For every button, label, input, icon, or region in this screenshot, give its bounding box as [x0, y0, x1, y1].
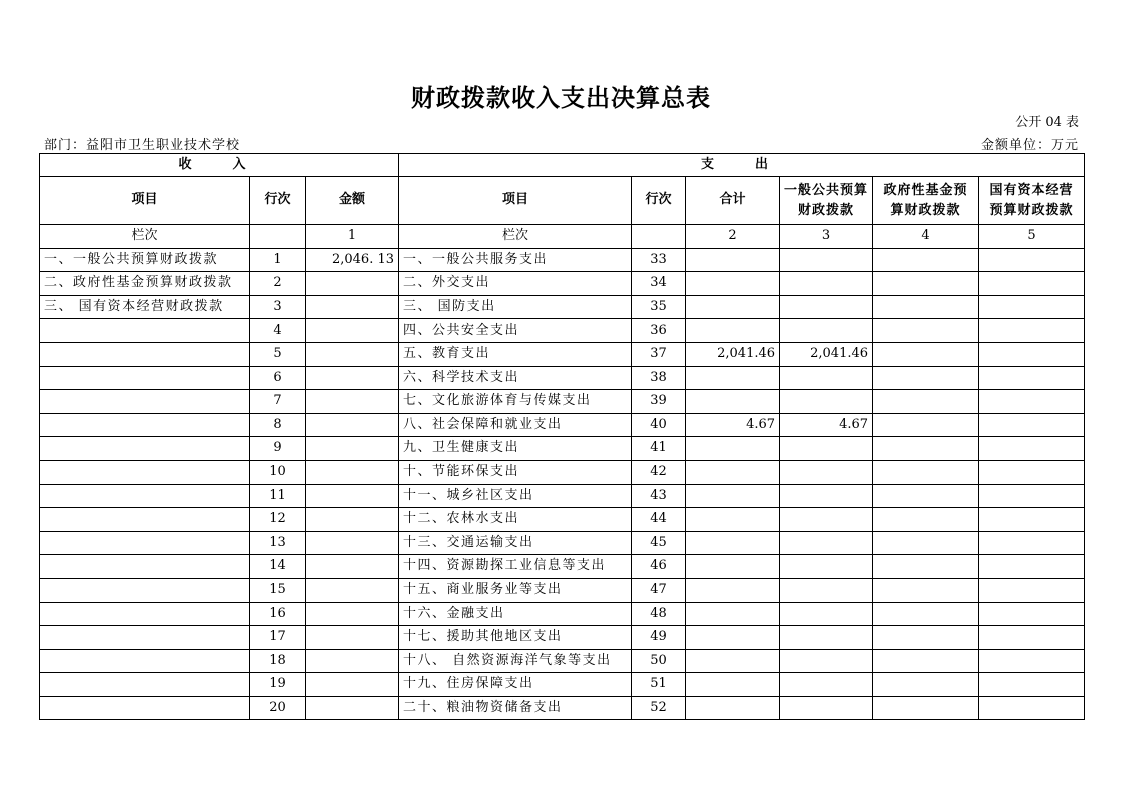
income-row-no-cell: 18	[250, 649, 306, 673]
index-income-label: 栏次	[40, 225, 250, 249]
expense-item-cell: 十一、城乡社区支出	[399, 484, 632, 508]
income-row-no-cell: 17	[250, 626, 306, 650]
general-budget-cell	[780, 673, 873, 697]
total-cell	[686, 272, 780, 296]
table-row	[40, 696, 1085, 720]
table-row	[40, 248, 1085, 272]
amount-unit-label: 金额单位：万元	[980, 138, 1079, 153]
index-general-no: 3	[780, 225, 873, 249]
total-cell	[686, 626, 780, 650]
col-expense-row-no: 行次	[632, 177, 686, 225]
income-amount-cell	[306, 272, 399, 296]
general-budget-cell	[780, 460, 873, 484]
income-amount-cell	[306, 555, 399, 579]
section-header-row	[40, 154, 1085, 177]
table-row	[40, 437, 1085, 461]
income-row-no-cell: 10	[250, 460, 306, 484]
col-general-budget	[780, 177, 873, 225]
income-amount-cell	[306, 295, 399, 319]
index-state-capital-no: 5	[979, 225, 1085, 249]
expense-item-cell: 三、 国防支出	[399, 295, 632, 319]
col-income-item: 项目	[40, 177, 250, 225]
state-capital-cell	[979, 366, 1085, 390]
income-item-cell	[40, 673, 250, 697]
income-item-cell	[40, 531, 250, 555]
index-total-no: 2	[686, 225, 780, 249]
income-amount-cell	[306, 390, 399, 414]
total-cell	[686, 673, 780, 697]
expense-item-cell: 二、外交支出	[399, 272, 632, 296]
form-number: 公开 04 表	[1015, 115, 1079, 130]
total-cell	[686, 460, 780, 484]
expense-row-no-cell: 38	[632, 366, 686, 390]
general-budget-cell	[780, 272, 873, 296]
expense-item-cell: 十九、住房保障支出	[399, 673, 632, 697]
income-item-cell	[40, 460, 250, 484]
col-income-row-no: 行次	[250, 177, 306, 225]
total-cell	[686, 508, 780, 532]
total-cell	[686, 578, 780, 602]
income-row-no-cell: 4	[250, 319, 306, 343]
gov-fund-cell	[873, 460, 979, 484]
income-item-cell	[40, 578, 250, 602]
general-budget-cell	[780, 484, 873, 508]
income-amount-cell	[306, 673, 399, 697]
state-capital-cell	[979, 696, 1085, 720]
expense-row-no-cell: 48	[632, 602, 686, 626]
gov-fund-cell	[873, 626, 979, 650]
col-state-capital	[979, 177, 1085, 225]
gov-fund-cell	[873, 555, 979, 579]
general-budget-cell	[780, 248, 873, 272]
general-budget-cell	[780, 366, 873, 390]
income-row-no-cell: 13	[250, 531, 306, 555]
general-budget-cell	[780, 649, 873, 673]
col-gov-fund-label: 政府性基金预算财政拨款	[883, 183, 968, 218]
total-cell	[686, 696, 780, 720]
state-capital-cell	[979, 437, 1085, 461]
income-amount-cell	[306, 342, 399, 366]
state-capital-cell	[979, 295, 1085, 319]
table-row	[40, 484, 1085, 508]
expense-item-cell: 十四、资源勘探工业信息等支出	[399, 555, 632, 579]
col-income-amount: 金额	[306, 177, 399, 225]
gov-fund-cell	[873, 295, 979, 319]
index-gov-fund-no: 4	[873, 225, 979, 249]
total-cell	[686, 602, 780, 626]
gov-fund-cell	[873, 649, 979, 673]
table-row	[40, 413, 1085, 437]
expense-row-no-cell: 45	[632, 531, 686, 555]
expense-item-cell: 十、节能环保支出	[399, 460, 632, 484]
income-amount-cell: 2,046. 13	[306, 248, 399, 272]
gov-fund-cell	[873, 696, 979, 720]
total-cell	[686, 484, 780, 508]
gov-fund-cell	[873, 673, 979, 697]
general-budget-cell	[780, 508, 873, 532]
income-row-no-cell: 20	[250, 696, 306, 720]
expense-row-no-cell: 34	[632, 272, 686, 296]
income-item-cell	[40, 319, 250, 343]
expense-item-cell: 七、文化旅游体育与传媒支出	[399, 390, 632, 414]
gov-fund-cell	[873, 248, 979, 272]
income-row-no-cell: 7	[250, 390, 306, 414]
income-amount-cell	[306, 602, 399, 626]
expense-row-no-cell: 49	[632, 626, 686, 650]
income-item-cell	[40, 602, 250, 626]
page-title: 财政拨款收入支出决算总表	[411, 84, 711, 112]
expense-item-cell: 五、教育支出	[399, 342, 632, 366]
index-expense-row-blank	[632, 225, 686, 249]
expense-row-no-cell: 52	[632, 696, 686, 720]
expense-item-cell: 十二、农林水支出	[399, 508, 632, 532]
table-row	[40, 272, 1085, 296]
state-capital-cell	[979, 248, 1085, 272]
state-capital-cell	[979, 578, 1085, 602]
income-amount-cell	[306, 366, 399, 390]
table-row	[40, 460, 1085, 484]
expense-item-cell: 六、科学技术支出	[399, 366, 632, 390]
col-general-budget-label: 一般公共预算财政拨款	[784, 183, 869, 218]
income-item-cell	[40, 696, 250, 720]
general-budget-cell	[780, 602, 873, 626]
expense-row-no-cell: 39	[632, 390, 686, 414]
general-budget-cell	[780, 319, 873, 343]
state-capital-cell	[979, 390, 1085, 414]
income-amount-cell	[306, 319, 399, 343]
income-item-cell	[40, 413, 250, 437]
state-capital-cell	[979, 319, 1085, 343]
income-item-cell: 一、一般公共预算财政拨款	[40, 248, 250, 272]
gov-fund-cell	[873, 578, 979, 602]
table-row	[40, 390, 1085, 414]
table-row	[40, 508, 1085, 532]
income-row-no-cell: 2	[250, 272, 306, 296]
income-row-no-cell: 9	[250, 437, 306, 461]
general-budget-cell	[780, 626, 873, 650]
table-row	[40, 578, 1085, 602]
expense-item-cell: 十三、交通运输支出	[399, 531, 632, 555]
index-income-row-blank	[250, 225, 306, 249]
general-budget-cell	[780, 555, 873, 579]
income-item-cell	[40, 390, 250, 414]
expense-row-no-cell: 44	[632, 508, 686, 532]
income-item-cell	[40, 508, 250, 532]
col-gov-fund	[873, 177, 979, 225]
income-section-header: 收 入	[40, 154, 399, 177]
income-item-cell	[40, 437, 250, 461]
expense-row-no-cell: 43	[632, 484, 686, 508]
gov-fund-cell	[873, 484, 979, 508]
gov-fund-cell	[873, 342, 979, 366]
state-capital-cell	[979, 413, 1085, 437]
table-row	[40, 366, 1085, 390]
total-cell	[686, 531, 780, 555]
gov-fund-cell	[873, 319, 979, 343]
income-item-cell: 二、政府性基金预算财政拨款	[40, 272, 250, 296]
state-capital-cell	[979, 649, 1085, 673]
total-cell	[686, 390, 780, 414]
table-row	[40, 555, 1085, 579]
expense-row-no-cell: 35	[632, 295, 686, 319]
department-label: 部门：益阳市卫生职业技术学校	[44, 138, 241, 153]
expense-row-no-cell: 50	[632, 649, 686, 673]
table-row	[40, 319, 1085, 343]
income-row-no-cell: 8	[250, 413, 306, 437]
total-cell	[686, 366, 780, 390]
income-row-no-cell: 12	[250, 508, 306, 532]
expense-item-cell: 十六、金融支出	[399, 602, 632, 626]
general-budget-cell	[780, 696, 873, 720]
table-row	[40, 649, 1085, 673]
state-capital-cell	[979, 484, 1085, 508]
income-row-no-cell: 14	[250, 555, 306, 579]
general-budget-cell	[780, 390, 873, 414]
income-amount-cell	[306, 649, 399, 673]
expense-item-cell: 十八、 自然资源海洋气象等支出	[399, 649, 632, 673]
income-amount-cell	[306, 460, 399, 484]
total-cell: 4.67	[686, 413, 780, 437]
income-item-cell	[40, 555, 250, 579]
gov-fund-cell	[873, 602, 979, 626]
income-amount-cell	[306, 578, 399, 602]
income-item-cell	[40, 649, 250, 673]
income-row-no-cell: 1	[250, 248, 306, 272]
expense-item-cell: 十五、商业服务业等支出	[399, 578, 632, 602]
gov-fund-cell	[873, 413, 979, 437]
expense-row-no-cell: 37	[632, 342, 686, 366]
index-income-amount-no: 1	[306, 225, 399, 249]
expense-row-no-cell: 41	[632, 437, 686, 461]
col-expense-item: 项目	[399, 177, 632, 225]
index-expense-label: 栏次	[399, 225, 632, 249]
total-cell	[686, 319, 780, 343]
gov-fund-cell	[873, 437, 979, 461]
income-row-no-cell: 5	[250, 342, 306, 366]
budget-summary-table	[39, 153, 1085, 720]
income-item-cell	[40, 626, 250, 650]
income-row-no-cell: 11	[250, 484, 306, 508]
gov-fund-cell	[873, 531, 979, 555]
general-budget-cell	[780, 578, 873, 602]
table-row	[40, 626, 1085, 650]
expense-row-no-cell: 36	[632, 319, 686, 343]
income-amount-cell	[306, 437, 399, 461]
income-row-no-cell: 16	[250, 602, 306, 626]
income-item-cell	[40, 484, 250, 508]
expense-item-cell: 九、卫生健康支出	[399, 437, 632, 461]
column-header-row	[40, 177, 1085, 225]
income-row-no-cell: 15	[250, 578, 306, 602]
expense-item-cell: 四、公共安全支出	[399, 319, 632, 343]
income-item-cell	[40, 342, 250, 366]
general-budget-cell	[780, 437, 873, 461]
expense-row-no-cell: 40	[632, 413, 686, 437]
total-cell	[686, 248, 780, 272]
income-amount-cell	[306, 531, 399, 555]
income-item-cell	[40, 366, 250, 390]
expense-row-no-cell: 51	[632, 673, 686, 697]
income-row-no-cell: 6	[250, 366, 306, 390]
state-capital-cell	[979, 508, 1085, 532]
gov-fund-cell	[873, 508, 979, 532]
state-capital-cell	[979, 626, 1085, 650]
expense-section-header: 支 出	[399, 154, 1085, 177]
income-amount-cell	[306, 484, 399, 508]
income-amount-cell	[306, 508, 399, 532]
expense-item-cell: 一、一般公共服务支出	[399, 248, 632, 272]
income-amount-cell	[306, 696, 399, 720]
total-cell	[686, 555, 780, 579]
column-index-row	[40, 225, 1085, 249]
expense-row-no-cell: 42	[632, 460, 686, 484]
income-row-no-cell: 19	[250, 673, 306, 697]
state-capital-cell	[979, 673, 1085, 697]
total-cell	[686, 437, 780, 461]
table-row	[40, 673, 1085, 697]
state-capital-cell	[979, 272, 1085, 296]
total-cell: 2,041.46	[686, 342, 780, 366]
table-row	[40, 602, 1085, 626]
state-capital-cell	[979, 342, 1085, 366]
table-row	[40, 531, 1085, 555]
general-budget-cell	[780, 295, 873, 319]
state-capital-cell	[979, 460, 1085, 484]
expense-item-cell: 十七、援助其他地区支出	[399, 626, 632, 650]
income-row-no-cell: 3	[250, 295, 306, 319]
total-cell	[686, 295, 780, 319]
gov-fund-cell	[873, 390, 979, 414]
gov-fund-cell	[873, 366, 979, 390]
general-budget-cell: 4.67	[780, 413, 873, 437]
expense-row-no-cell: 33	[632, 248, 686, 272]
state-capital-cell	[979, 602, 1085, 626]
col-total: 合计	[686, 177, 780, 225]
income-amount-cell	[306, 413, 399, 437]
expense-row-no-cell: 46	[632, 555, 686, 579]
gov-fund-cell	[873, 272, 979, 296]
income-amount-cell	[306, 626, 399, 650]
col-state-capital-label: 国有资本经营预算财政拨款	[989, 183, 1074, 218]
income-item-cell: 三、 国有资本经营财政拨款	[40, 295, 250, 319]
state-capital-cell	[979, 531, 1085, 555]
expense-item-cell: 二十、粮油物资储备支出	[399, 696, 632, 720]
expense-row-no-cell: 47	[632, 578, 686, 602]
table-row	[40, 295, 1085, 319]
expense-item-cell: 八、社会保障和就业支出	[399, 413, 632, 437]
general-budget-cell	[780, 531, 873, 555]
state-capital-cell	[979, 555, 1085, 579]
table-row	[40, 342, 1085, 366]
general-budget-cell: 2,041.46	[780, 342, 873, 366]
total-cell	[686, 649, 780, 673]
